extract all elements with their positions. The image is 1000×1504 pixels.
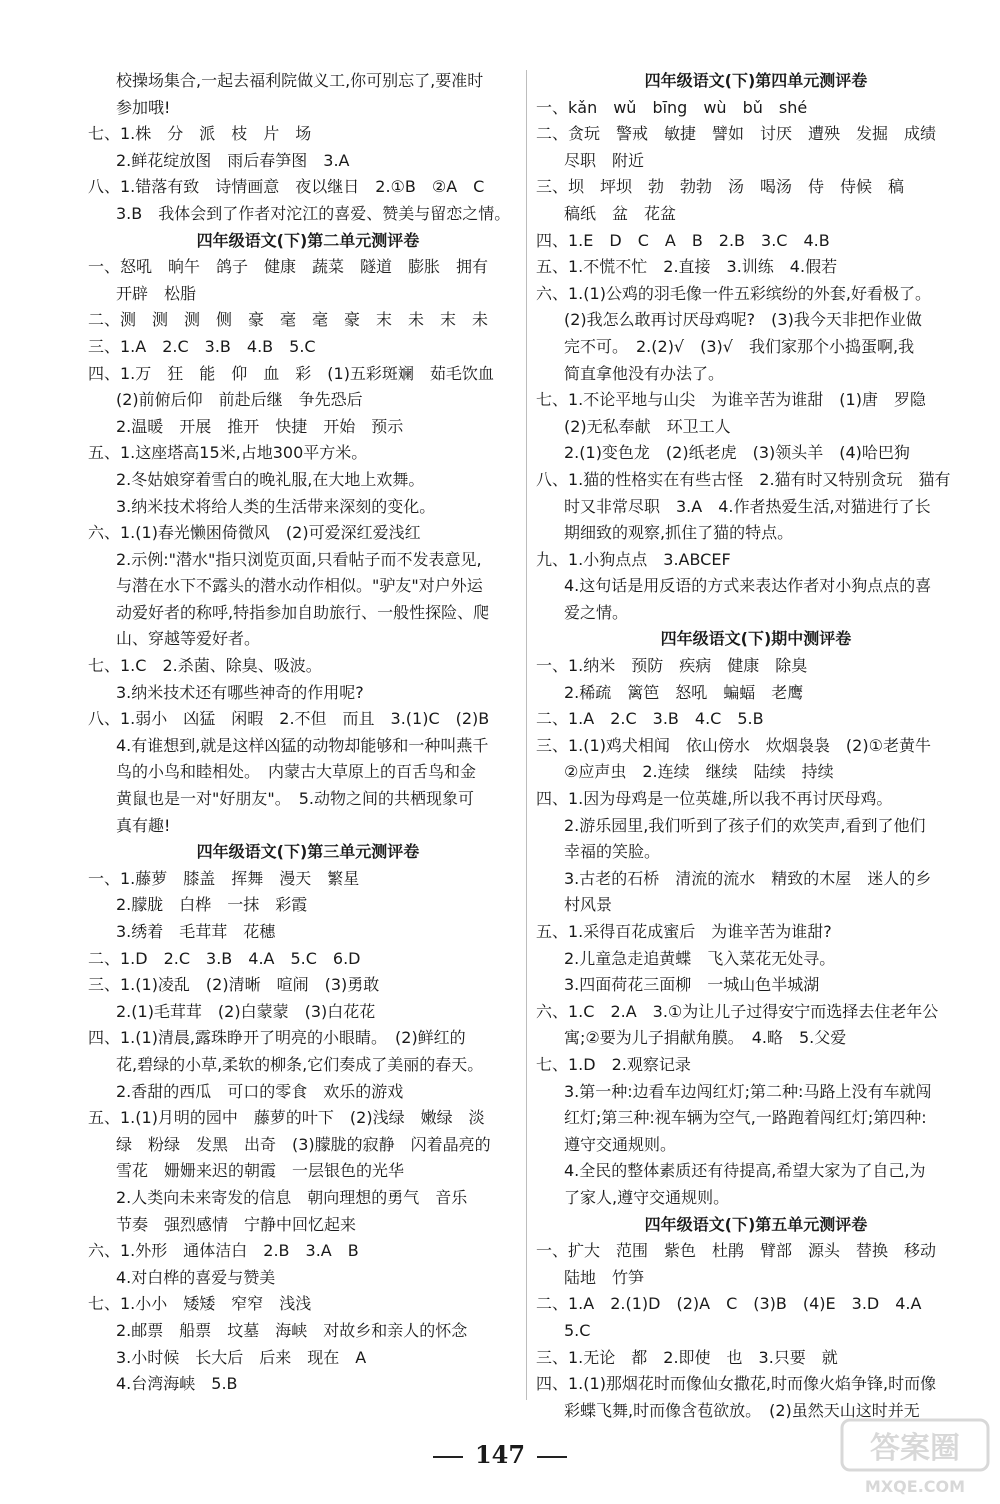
answer-line: 3.第一种:边看车边闯红灯;第二种:马路上没有车就闯 [564, 1081, 932, 1101]
answer-line: 2.人类向未来寄发的信息 朝向理想的勇气 音乐 [116, 1187, 468, 1207]
answer-line: 八、1.错落有致 诗情画意 夜以继日 2.①B ②A C [88, 177, 485, 197]
answer-line: 开辟 松脂 [116, 283, 197, 303]
watermark-text-bottom: MXQE.COM [864, 1477, 966, 1496]
answer-line: 九、1.小狗点点 3.ABCEF [536, 549, 731, 569]
answer-line: 二、1.A 2.(1)D (2)A C (3)B (4)E 3.D 4.A [536, 1294, 922, 1314]
answer-line: 3.小时候 长大后 后来 现在 A [116, 1347, 367, 1367]
section-heading: 四年级语文(下)第五单元测评卷 [644, 1214, 868, 1234]
answer-line: 二、1.A 2.C 3.B 4.C 5.B [536, 709, 764, 729]
answer-line: 鸟的小鸟和睦相处。 内蒙古大草原上的百舌鸟和金 [116, 762, 477, 782]
answer-line: 爱之情。 [564, 602, 629, 622]
answer-line: 幸福的笑脸。 [564, 842, 661, 862]
answer-line: 三、1.A 2.C 3.B 4.B 5.C [88, 336, 316, 356]
answer-line: 黄鼠也是一对"好朋友"。 5.动物之间的共栖现象可 [116, 789, 474, 809]
answer-line: 四、1.E D C A B 2.B 3.C 4.B [536, 230, 830, 250]
watermark-text-top: 答案圈 [870, 1431, 960, 1466]
answer-line: 一、怒吼 晌午 鸽子 健康 蔬菜 隧道 膨胀 拥有 [88, 257, 489, 277]
answer-line: 节奏 强烈感情 宁静中回忆起来 [116, 1214, 357, 1234]
answer-line: 三、坝 坪坝 勃 勃勃 汤 喝汤 侍 侍候 稿 [536, 177, 905, 197]
answer-line: 时又非常尽职 3.A 4.作者热爱生活,对猫进行了长 [564, 496, 931, 516]
answer-line: 彩蝶飞舞,时而像含苞欲放。 (2)虽然天山这时并无 [564, 1400, 920, 1420]
right-column [536, 68, 976, 1424]
answer-line: 2.(1)毛茸茸 (2)白蒙蒙 (3)白花花 [116, 1001, 376, 1021]
answer-line: 3.四面荷花三面柳 一城山色半城湖 [564, 975, 820, 995]
answer-line: 七、1.C 2.杀菌、除臭、吸波。 [88, 656, 322, 676]
answer-line: 4.台湾海峡 5.B [116, 1374, 238, 1394]
answer-line: 绿 粉绿 发黑 出奇 (3)朦胧的寂静 闪着晶亮的 [116, 1134, 491, 1154]
section-heading: 四年级语文(下)期中测评卷 [660, 629, 852, 649]
answer-line: 四、1.因为母鸡是一位英雄,所以我不再讨厌母鸡。 [536, 789, 893, 809]
section-heading: 四年级语文(下)第三单元测评卷 [196, 842, 420, 862]
answer-line: 遵守交通规则。 [564, 1134, 677, 1154]
answer-line: 5.C [564, 1320, 591, 1340]
answer-line: 4.全民的整体素质还有待提高,希望大家为了自己,为 [564, 1161, 926, 1181]
answer-line: 3.绣着 毛茸茸 花穗 [116, 922, 276, 941]
answer-line: 寓;②要为儿子捐献角膜。 4.略 5.父爱 [564, 1028, 847, 1048]
answer-line: 简直拿他没有办法了。 [564, 363, 725, 383]
answer-line: 七、1.小小 矮矮 窄窄 浅浅 [88, 1294, 312, 1314]
answer-line: 真有趣! [116, 815, 171, 835]
answer-line: 八、1.猫的性格实在有些古怪 2.猫有时又特别贪玩 猫有 [536, 469, 951, 489]
answer-line: 六、1.外形 通体洁白 2.B 3.A B [88, 1241, 359, 1261]
answer-line: 2.温暖 开展 推开 快捷 开始 预示 [116, 416, 404, 436]
answer-line: 山、穿越等爱好者。 [116, 629, 261, 649]
answer-line: 2.儿童急走追黄蝶 飞入菜花无处寻。 [564, 948, 836, 968]
answer-line: 3.B 我体会到了作者对沱江的喜爱、赞美与留恋之情。 [116, 203, 511, 223]
answer-line: 尽职 附近 [564, 150, 645, 170]
answer-line: 陆地 竹笋 [564, 1267, 645, 1287]
answer-line: 二、测 测 测 侧 豪 毫 毫 豪 末 未 末 未 [88, 310, 489, 330]
answer-line: 3.纳米技术将给人类的生活带来深刻的变化。 [116, 496, 436, 516]
answer-line: 4.有谁想到,就是这样凶猛的动物却能够和一种叫燕千 [116, 735, 489, 755]
answer-line: 五、1.采得百花成蜜后 为谁辛苦为谁甜? [536, 922, 832, 941]
answer-line: 4.这句话是用反语的方式来表达作者对小狗点点的喜 [564, 576, 932, 596]
answer-line: 村风景 [564, 895, 613, 915]
answer-line: 四、1.万 狂 能 仰 血 彩 (1)五彩斑斓 茹毛饮血 [88, 363, 494, 383]
answer-line: 四、1.(1)那烟花时而像仙女撒花,时而像火焰争锋,时而像 [536, 1374, 937, 1394]
answer-line: 参加哦! [116, 97, 171, 117]
answer-line: (2)无私奉献 环卫工人 [564, 416, 731, 436]
answer-line: 2.朦胧 白桦 一抹 彩霞 [116, 895, 308, 915]
answer-line: 二、贪玩 警戒 敏捷 譬如 讨厌 遭殃 发掘 成绩 [536, 124, 937, 144]
answer-line: 六、1.(1)公鸡的羽毛像一件五彩缤纷的外套,好看极了。 [536, 283, 932, 303]
answer-line: 三、1.无论 都 2.即使 也 3.只要 就 [536, 1347, 838, 1367]
answer-line: 六、1.(1)春光懒困倚微风 (2)可爱深红爱浅红 [88, 523, 421, 543]
column-divider [526, 70, 527, 1400]
answer-line: 六、1.C 2.A 3.①为让儿子过得安宁而选择去住老年公 [536, 1001, 939, 1021]
answer-line: 3.古老的石桥 清流的流水 精致的木屋 迷人的乡 [564, 868, 932, 888]
answer-line: 二、1.D 2.C 3.B 4.A 5.C 6.D [88, 948, 361, 968]
answer-line: 五、1.不慌不忙 2.直接 3.训练 4.假若 [536, 257, 838, 277]
answer-line: 七、1.D 2.观察记录 [536, 1054, 691, 1074]
answer-line: 4.对白桦的喜爱与赞美 [116, 1267, 276, 1287]
answer-line: 2.香甜的西瓜 可口的零食 欢乐的游戏 [116, 1081, 404, 1101]
answer-line: 四、1.(1)清晨,露珠睁开了明亮的小眼睛。 (2)鲜红的 [88, 1028, 466, 1048]
page-number: 147 [474, 1440, 526, 1469]
answer-line: ②应声虫 2.连续 继续 陆续 持续 [564, 762, 834, 782]
answer-line: 2.鲜花绽放图 雨后春笋图 3.A [116, 150, 350, 170]
answer-line: (2)我怎么敢再讨厌母鸡呢? (3)我今天非把作业做 [564, 310, 922, 330]
answer-line: 八、1.弱小 凶猛 闲暇 2.不但 而且 3.(1)C (2)B [88, 709, 490, 729]
answer-line: 五、1.这座塔高15米,占地300平方米。 [88, 443, 368, 463]
answer-line: 与潜在水下不露头的潜水动作相似。"驴友"对户外运 [116, 576, 483, 596]
watermark-logo [840, 1418, 990, 1498]
answer-line: 三、1.(1)鸡犬相闻 依山傍水 炊烟袅袅 (2)①老黄牛 [536, 735, 931, 755]
answer-line: 2.稀疏 篱笆 怒吼 蝙蝠 老鹰 [564, 682, 804, 702]
answer-line: 花,碧绿的小草,柔软的柳条,它们奏成了美丽的春天。 [116, 1054, 484, 1074]
footer-dash-right [537, 1456, 567, 1458]
answer-line: 期细致的观察,抓住了猫的特点。 [564, 523, 794, 543]
answer-line: 稿纸 盆 花盆 [564, 203, 677, 223]
answer-line: 一、1.纳米 预防 疾病 健康 除臭 [536, 656, 808, 676]
answer-line: 2.(1)变色龙 (2)纸老虎 (3)领头羊 (4)哈巴狗 [564, 443, 910, 463]
section-heading: 四年级语文(下)第二单元测评卷 [196, 230, 420, 250]
answer-line: 2.邮票 船票 坟墓 海峡 对故乡和亲人的怀念 [116, 1320, 468, 1340]
answer-line: 动爱好者的称呼,特指参加自助旅行、一般性探险、爬 [116, 602, 490, 622]
left-column [88, 68, 528, 1398]
answer-line: 校操场集合,一起去福利院做义工,你可别忘了,要准时 [116, 71, 484, 90]
answer-line: 一、扩大 范围 紫色 杜鹃 臂部 源头 替换 移动 [536, 1241, 937, 1261]
answer-line: 2.示例:"潜水"指只浏览页面,只看帖子而不发表意见, [116, 549, 482, 569]
answer-line: 七、1.株 分 派 枝 片 场 [88, 124, 312, 144]
answer-line: 三、1.(1)凌乱 (2)清晰 喧闹 (3)勇敢 [88, 975, 380, 995]
answer-line: 七、1.不论平地与山尖 为谁辛苦为谁甜 (1)唐 罗隐 [536, 390, 926, 410]
answer-line: 了家人,遵守交通规则。 [564, 1187, 730, 1207]
answer-line: 2.游乐园里,我们听到了孩子们的欢笑声,看到了他们 [564, 815, 926, 835]
answer-line: 一、kǎn wǔ bīng wù bǔ shé [536, 97, 808, 117]
section-heading: 四年级语文(下)第四单元测评卷 [644, 71, 868, 90]
answer-line: 雪花 姗姗来迟的朝霞 一层银色的光华 [116, 1161, 405, 1181]
answer-line: 红灯;第三种:视车辆为空气,一路跑着闯红灯;第四种: [564, 1108, 927, 1128]
answer-line: 2.冬姑娘穿着雪白的晚礼服,在大地上欢舞。 [116, 469, 425, 489]
footer-dash-left [433, 1456, 463, 1458]
answer-line: 一、1.藤萝 膝盖 挥舞 漫天 繁星 [88, 868, 360, 888]
answer-line: 3.纳米技术还有哪些神奇的作用呢? [116, 682, 364, 702]
answer-line: 完不可。 2.(2)√ (3)√ 我们家那个小捣蛋啊,我 [564, 336, 915, 356]
answer-line: (2)前俯后仰 前赴后继 争先恐后 [116, 390, 363, 410]
answer-line: 五、1.(1)月明的园中 藤萝的叶下 (2)浅绿 嫩绿 淡 [88, 1108, 485, 1128]
